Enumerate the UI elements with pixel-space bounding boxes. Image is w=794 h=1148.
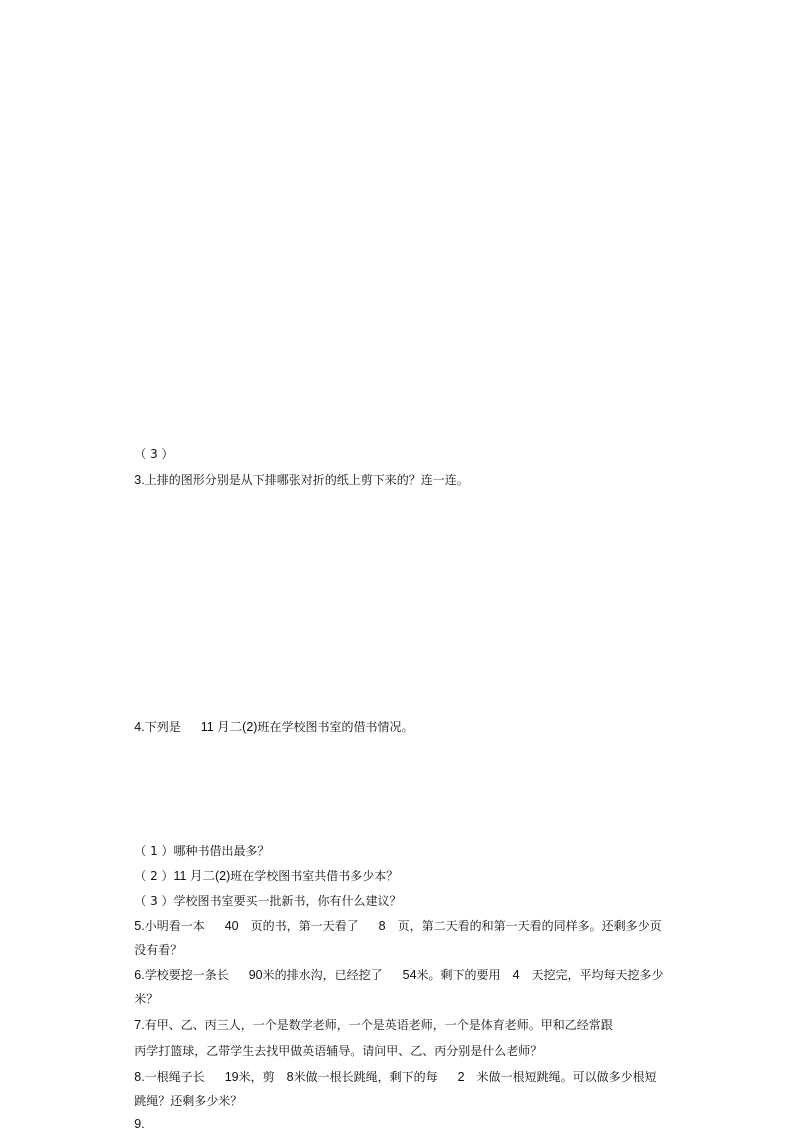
question-5: 5.小明看一本 40 页的书，第一天看了 8 页，第二天看的和第一天看的同样多。还剩多少页 [134, 919, 662, 933]
question-9 [119, 1100, 145, 1148]
question-number: 9. [134, 1117, 145, 1131]
question-4-sub-1: （ 1 ）哪种书借出最多？ [134, 844, 270, 858]
question-text: 上排的图形分别是从下排哪张对折的纸上剪下来的？连一连。 [144, 473, 469, 487]
question-5-line-2: 没有看？ [134, 943, 183, 957]
question-8-line-2: 跳绳？还剩多少米？ [134, 1094, 243, 1108]
question-number: 4. [134, 720, 145, 734]
question-7-line-2: 丙学打篮球，乙带学生去找甲做英语辅导。请问甲、乙、丙分别是什么老师？ [134, 1044, 543, 1058]
question-number: 6. [134, 968, 145, 982]
question-8: 8.一根绳子长 19米，剪 8米做一根长跳绳，剩下的每 2 米做一根短跳绳。可以做多少根短 [134, 1070, 657, 1084]
question-number: 5. [134, 919, 145, 933]
question-6: 6.学校要挖一条长 90米的排水沟，已经挖了 54米。剩下的要用 4 天挖完，平均每天挖多少 [134, 968, 664, 982]
question-number: 3. [134, 473, 145, 487]
question-4: 4.下列是 11 月二(2)班在学校图书室的借书情况。 [134, 720, 414, 734]
question-6-line-2: 米？ [134, 992, 159, 1006]
question-4-sub-2: （ 2 ）11 月二(2)班在学校图书室共借书多少本？ [134, 869, 399, 883]
question-4-sub-3: （ 3 ）学校图书室要买一批新书，你有什么建议？ [134, 894, 402, 908]
question-number: 7. [134, 1018, 145, 1032]
question-number: 8. [134, 1070, 145, 1084]
question-3 [119, 456, 469, 504]
question-7: 7.有甲、乙、丙三人，一个是数学老师，一个是英语老师，一个是体育老师。甲和乙经常跟 [134, 1018, 613, 1032]
item-3-label: （ 3 ） [134, 447, 174, 461]
